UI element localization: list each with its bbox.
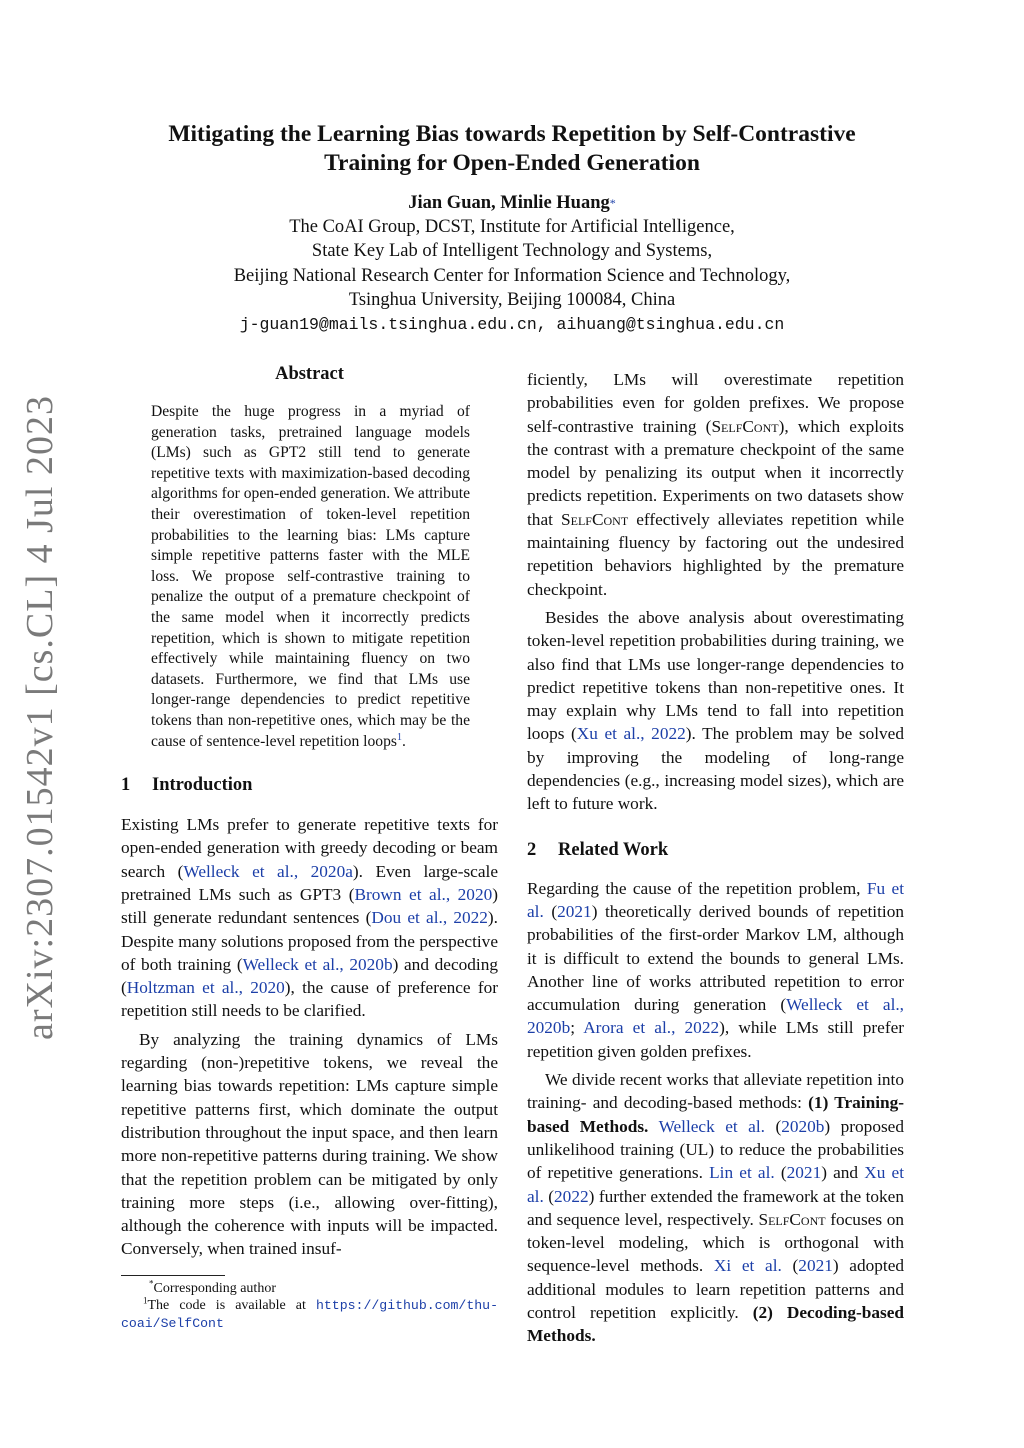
intro-paragraph-3 — [527, 368, 904, 601]
paper-header — [100, 120, 924, 337]
affiliation-4: Tsinghua University, Beijing 100084, China — [348, 289, 676, 310]
citation-link[interactable]: 2021 — [798, 1256, 833, 1276]
text-run: ( — [781, 1256, 799, 1276]
text-run: ), which exploits the contrast with a premature checkpoint of the same model by penalizing its output when it incorrectly predicts repetition. Experiments on two datasets show that — [527, 416, 905, 529]
footnote-mark: 1 — [143, 1295, 148, 1306]
right-column — [527, 368, 904, 1348]
method-name: SelfCont — [711, 416, 779, 436]
citation-link[interactable]: Arora et al., 2022 — [583, 1018, 720, 1038]
citation-link[interactable]: 2020b — [781, 1116, 825, 1136]
related-paragraph-1 — [527, 877, 904, 1063]
abstract-heading: Abstract — [275, 364, 344, 384]
text-run: ( — [764, 1116, 782, 1136]
footnote-text: Corresponding author — [153, 1280, 276, 1296]
text-run: ) and — [821, 1163, 865, 1183]
footnote-mark: * — [149, 1278, 154, 1289]
text-run: ( — [543, 1186, 555, 1206]
section-title-text: Related Work — [558, 839, 669, 860]
citation-link[interactable]: Dou et al., 2022 — [371, 908, 488, 928]
author-emails[interactable]: j-guan19@mails.tsinghua.edu.cn, aihuang@tsinghua.edu.cn — [239, 315, 785, 335]
footnote-text: The code is available at — [147, 1298, 316, 1314]
citation-link[interactable]: Lin et al. — [709, 1163, 775, 1183]
text-run: Regarding the cause of the repetition problem, — [527, 878, 867, 898]
text-run — [648, 1117, 658, 1136]
text-run: Besides the above analysis about overestimating token-level repetition probabilities during training, we also find that LMs use longer-range dependencies to predict repetitive tokens than non-repetitive ones. It may explain why LMs tend to fall into repetition loops ( — [527, 607, 904, 744]
abstract-end: . — [401, 732, 406, 750]
text-run: ), while LMs still prefer repetition given golden prefixes. — [527, 1018, 904, 1061]
text-run: ) and decoding ( — [121, 954, 498, 998]
intro-paragraph-2: By analyzing the training dynamics of LMs regarding (non-)repetitive tokens, we reveal the learning bias towards repetition: LMs capture simple repetitive patterns first, which dominate the output distribution throughout the input space, and then learn more non-repetitive patterns during training. We show that the repetition problem can be mitigated by only training more steps (i.e., allowing over-fitting), although the coherence with inputs will be impacted. Conversely, when trained insuf- — [121, 1029, 498, 1259]
arxiv-identifier[interactable]: arXiv:2307.01542v1 [cs.CL] 4 Jul 2023 — [19, 395, 61, 1040]
section-heading-related-work — [527, 840, 904, 861]
left-column — [121, 364, 498, 1332]
method-name: SelfCont — [758, 1209, 826, 1229]
section-title-text: Introduction — [152, 775, 253, 796]
text-run: ). Despite many solutions proposed from the perspective of both training ( — [121, 908, 498, 974]
citation-link[interactable]: Welleck et al., 2020b — [242, 954, 393, 974]
text-run: ). Even large-scale pretrained LMs such as GPT3 ( — [121, 861, 498, 904]
affiliation-1: The CoAI Group, DCST, Institute for Artificial Intelligence, — [289, 217, 735, 237]
code-url-link[interactable]: https://github.com/thu-coai/SelfCont — [121, 1298, 498, 1331]
citation-link[interactable]: 2022 — [554, 1186, 589, 1206]
text-run: ) adopted additional modules to learn repetition patterns and control repetition explicitly. — [527, 1256, 905, 1322]
text-run: ), the cause of preference for repetition still needs to be clarified. — [121, 978, 498, 1021]
corresponding-author-mark[interactable]: * — [609, 196, 616, 210]
footnote-code — [121, 1297, 498, 1332]
affiliation-2: State Key Lab of Intelligent Technology and Systems, — [311, 241, 713, 262]
text-run: We divide recent works that alleviate repetition into training- and decoding-based methods: — [527, 1070, 904, 1113]
citation-link[interactable]: Welleck et al., 2020a — [183, 861, 353, 881]
intro-paragraph-1 — [121, 813, 498, 1023]
text-run: ficiently, LMs will overestimate repetition probabilities even for golden prefixes. We propose self-contrastive training ( — [527, 370, 904, 436]
citation-link[interactable]: Xu et al. — [527, 1163, 904, 1206]
text-run: ) proposed unlikelihood training (UL) to reduce the probabilities of repetitive generations. — [527, 1116, 904, 1183]
citation-link[interactable]: Xu et al., 2022 — [576, 724, 686, 744]
citation-link[interactable]: 2021 — [557, 901, 592, 921]
text-run: ) theoretically derived bounds of repetition probabilities of the first-order Markov LM, although it is difficult to extend the bounds to general LMs. Another line of works attributed repetition to error accumulation during generation ( — [527, 901, 904, 1015]
text-run: focuses on token-level modeling, which is orthogonal with sequence-level methods. — [527, 1209, 904, 1276]
text-run: ( — [774, 1163, 787, 1183]
text-run: effectively alleviates repetition while maintaining fluency by factoring out the undesired repetition behaviors highlighted by the premature checkpoint. — [527, 509, 904, 599]
authors — [100, 191, 924, 215]
bold-run: (2) Decoding-based Methods. — [527, 1302, 904, 1346]
abstract-text — [151, 402, 470, 752]
citation-link[interactable]: Brown et al., 2020 — [354, 884, 493, 904]
title-line-1: Mitigating the Learning Bias towards Repetition by Self-Contrastive — [168, 121, 856, 147]
section-heading-introduction — [121, 775, 498, 796]
citation-link[interactable]: Xi et al. — [713, 1256, 782, 1276]
bold-run: (1) Training-based Methods. — [527, 1093, 905, 1136]
affiliation-3: Beijing National Research Center for Information Science and Technology, — [233, 265, 791, 286]
text-run: ) still generate redundant sentences ( — [121, 884, 498, 928]
footnote-ref-1[interactable]: 1 — [396, 731, 402, 743]
author-names: Jian Guan, Minlie Huang — [408, 193, 610, 213]
related-paragraph-2 — [527, 1068, 904, 1348]
citation-link[interactable]: Welleck et al. — [658, 1116, 765, 1136]
text-run: ( — [543, 901, 558, 921]
footnote-divider — [121, 1275, 225, 1276]
citation-link[interactable]: Welleck et al., 2020b — [527, 995, 905, 1038]
title-line-2: Training for Open-Ended Generation — [324, 150, 700, 176]
citation-link[interactable]: 2021 — [786, 1163, 822, 1183]
citation-link[interactable]: Holtzman et al., 2020 — [126, 978, 285, 998]
abstract-body: Despite the huge progress in a myriad of generation tasks, pretrained language models (LMs) such as GPT2 still tend to generate repetitive texts with maximization-based decoding algorithms for open-ended generation. We attribute their overestimation of token-level repetition probabilities to the learning bias: LMs capture simple repetitive patterns faster with the MLE loss. We propose self-contrastive training to penalize the output of a premature checkpoint of the same model when it incorrectly predicts repetition, which is shown to mitigate repetition effectively while maintaining fluency on two datasets. Furthermore, we find that LMs use longer-range dependencies to predict repetitive tokens than non-repetitive ones, which may be the cause of sentence-level repetition loops — [151, 403, 470, 750]
method-name: SelfCont — [561, 509, 629, 529]
citation-link[interactable]: Fu et al. — [527, 878, 905, 921]
footnote-corresponding — [121, 1280, 498, 1298]
section-number: 1 — [121, 775, 131, 796]
intro-paragraph-4 — [527, 606, 904, 816]
text-run: ). The problem may be solved by improving the modeling of long-range dependencies (e.g., increasing model sizes), which are left to future work. — [527, 724, 904, 814]
section-number: 2 — [527, 839, 537, 860]
text-run: ) further extended the framework at the token and sequence level, respectively. — [527, 1186, 904, 1229]
text-run: Existing LMs prefer to generate repetitive texts for open-ended generation with greedy decoding or beam search ( — [121, 815, 498, 881]
paper-title — [100, 120, 924, 178]
text-run: ; — [570, 1018, 584, 1038]
